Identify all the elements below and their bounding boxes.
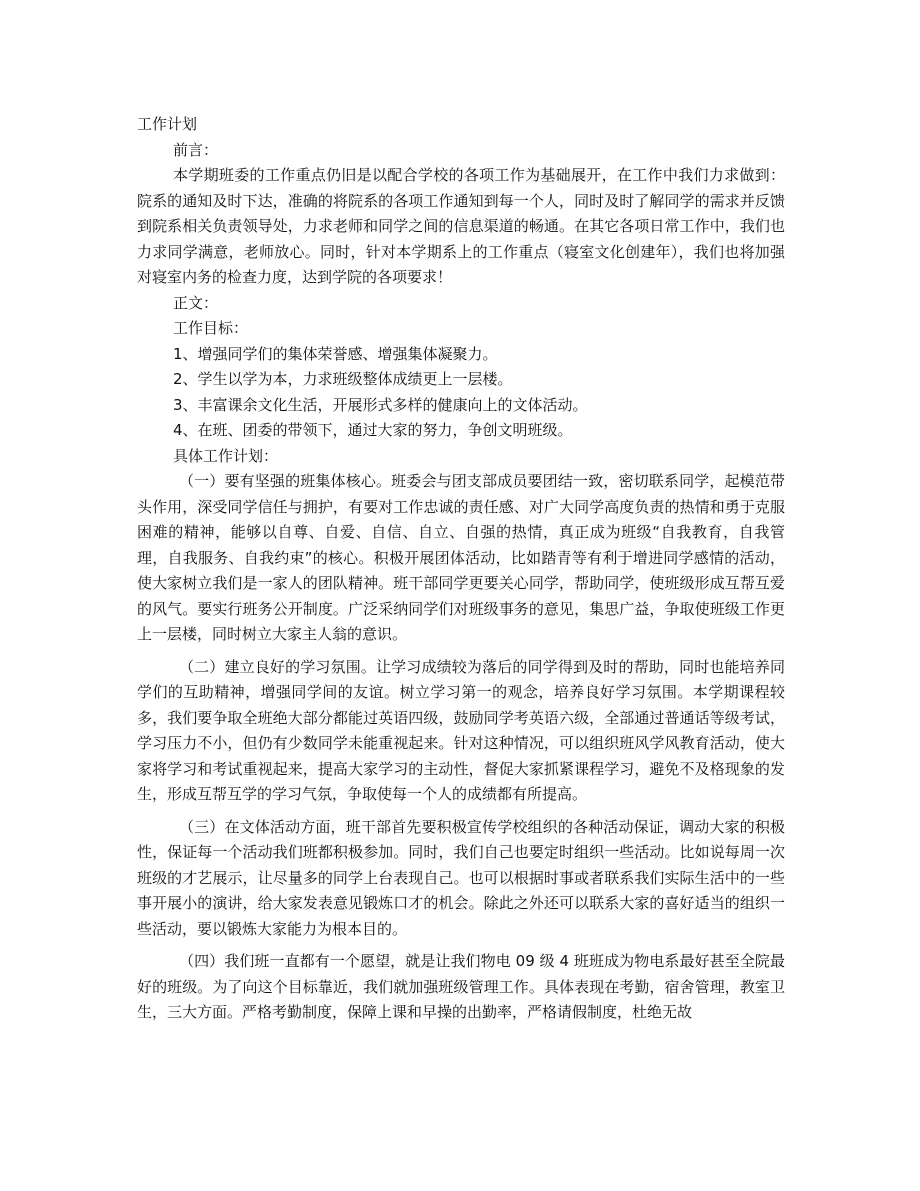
- document-title: 工作计划: [137, 115, 198, 133]
- preface-paragraph: 本学期班委的工作重点仍旧是以配合学校的各项工作为基础展开，在工作中我们力求做到：院系的通知及时下达，准确的将院系的各项工作通知到每一个人，同时及时了解同学的需求并反馈到院系相关负责领导处，力求老师和同学之间的信息渠道的畅通。在其它各项日常工作中，我们也力求同学满意，老师放心。同时，针对本学期系上的工作重点（寝室文化创建年），我们也将加强对寝室内务的检查力度，达到学院的各项要求！: [137, 166, 785, 286]
- goals-label: 工作目标：: [173, 319, 249, 337]
- goal-item: 2、学生以学为本，力求班级整体成绩更上一层楼。: [173, 370, 513, 388]
- plan-paragraph: （一）要有坚强的班集体核心。班委会与团支部成员要团结一致，密切联系同学，起模范带头作用，深受同学信任与拥护，有要对工作忠诚的责任感、对广大同学高度负责的热情和勇于克服困难的精神，能够以自尊、自爱、自信、自立、自强的热情，真正成为班级“自我教育，自我管理，自我服务、自我约束”的核心。积极开展团体活动，比如踏青等有利于增进同学感情的活动，使大家树立我们是一家人的团队精神。班干部同学更要关心同学，帮助同学，使班级形成互帮互爱的风气。要实行班务公开制度。广泛采纳同学们对班级事务的意见，集思广益，争取使班级工作更上一层楼，同时树立大家主人翁的意识。: [137, 472, 785, 643]
- body-label: 正文：: [173, 293, 219, 312]
- goal-item: 4、在班、团委的带领下，通过大家的努力，争创文明班级。: [173, 421, 573, 439]
- document-page: [137, 112, 785, 1026]
- preface-label: 前言：: [173, 140, 219, 159]
- goal-item: 3、丰富课余文化生活，开展形式多样的健康向上的文体活动。: [173, 395, 588, 414]
- plan-paragraph: （二）建立良好的学习氛围。让学习成绩较为落后的同学得到及时的帮助，同时也能培养同学们的互助精神，增强同学间的友谊。树立学习第一的观念，培养良好学习氛围。本学期课程较多，我们要争取全班绝大部分都能过英语四级，鼓励同学考英语六级，全部通过普通话等级考试，学习压力不小，但仍有少数同学未能重视起来。针对这种情况，可以组织班风学风教育活动，使大家将学习和考试重视起来，提高大家学习的主动性，督促大家抓紧课程学习，避免不及格现象的发生，形成互帮互学的学习气氛，争取使每一个人的成绩都有所提高。: [137, 657, 785, 803]
- plan-paragraph: （三）在文体活动方面，班干部首先要积极宣传学校组织的各种活动保证，调动大家的积极性，保证每一个活动我们班都积极参加。同时，我们自己也要定时组织一些活动。比如说每周一次班级的才艺展示，让尽量多的同学上台表现自己。也可以根据时事或者联系我们实际生活中的一些事开展小的演讲，给大家发表意见锻炼口才的机会。除此之外还可以联系大家的喜好适当的组织一些活动，要以锻炼大家能力为根本目的。: [137, 817, 785, 938]
- plan-label: 具体工作计划：: [173, 446, 279, 465]
- goal-item: 1、增强同学们的集体荣誉感、增强集体凝聚力。: [173, 344, 498, 363]
- plan-paragraph: （四）我们班一直都有一个愿望，就是让我们物电 09 级 4 班班成为物电系最好甚至全院最好的班级。为了向这个目标靠近，我们就加强班级管理工作。具体表现在考勤，宿舍管理，教室卫生，三大方面。严格考勤制度，保障上课和早操的出勤率，严格请假制度，杜绝无故: [137, 952, 785, 1021]
